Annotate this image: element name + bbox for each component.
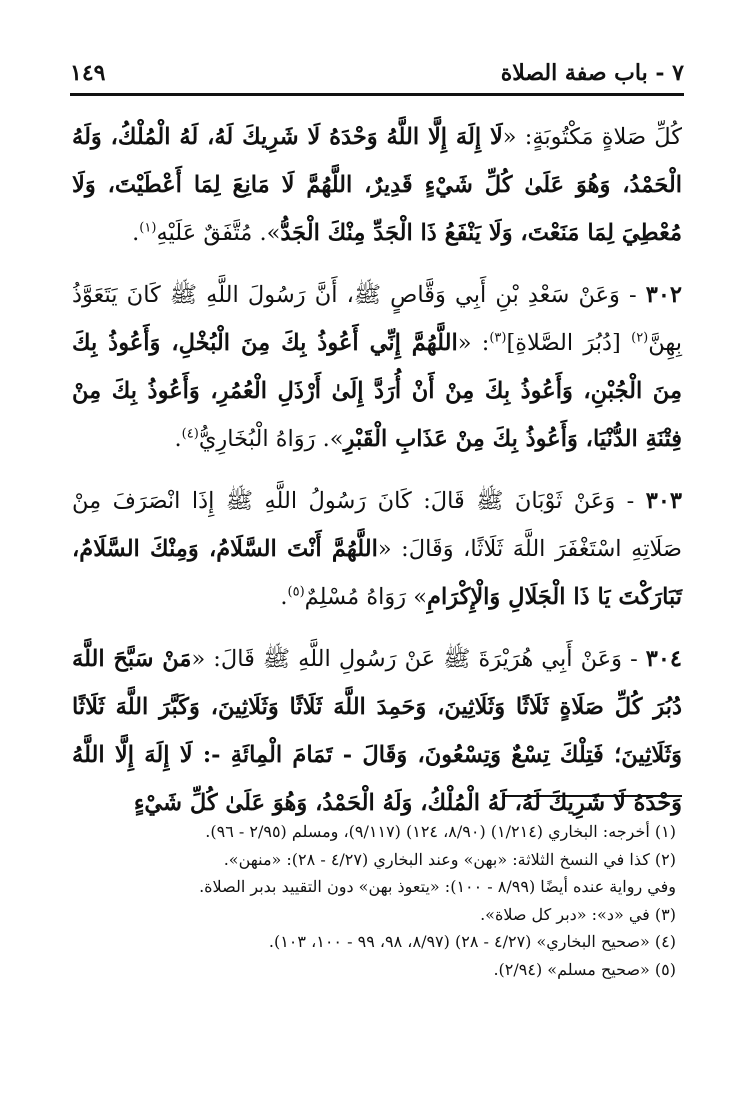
p3-text-1: - وَعَنْ ثَوْبَانَ ﷺ قَالَ: كَانَ رَسُولُ اللَّهِ ﷺ إِذَا انْصَرَفَ مِنْ صَلَاتِهِ اسْتَغْفَرَ اللَّهَ ثَلَاثًا، وَقَالَ: « (72, 488, 682, 562)
p4-hadith-text: مَنْ سَبَّحَ اللَّهَ دُبُرَ كُلِّ صَلَاةٍ ثَلَاثًا وَثَلَاثِينَ، وَحَمِدَ اللَّهَ ثَلَاثًا وَثَلَاثِينَ، وَكَبَّرَ اللَّهَ ثَلَاثًا وَثَلَاثِينَ؛ فَتِلْكَ تِسْعٌ وَتِسْعُونَ، وَقَالَ - تَمَامَ الْمِائَةِ -: لَا إِلَهَ إِلَّا اللَّهُ وَحْدَهُ لَا شَرِيكَ لَهُ، لَهُ الْمُلْكُ، وَلَهُ الْحَمْدُ، وَهُوَ عَلَىٰ كُلِّ شَيْءٍ (72, 646, 682, 816)
chapter-title: ٧ - باب صفة الصلاة (500, 60, 684, 86)
header-rule (70, 93, 684, 96)
p2-text-3: : « (457, 330, 490, 356)
p1-hadith-text: لَا إِلَهَ إِلَّا اللَّهُ وَحْدَهُ لَا شَرِيكَ لَهُ، لَهُ الْمُلْكُ، وَلَهُ الْحَمْدُ، وَهُوَ عَلَىٰ كُلِّ شَيْءٍ قَدِيرٌ، اللَّهُمَّ لَا مَانِعَ لِمَا أَعْطَيْتَ، وَلَا مُعْطِيَ لِمَا مَنَعْتَ، وَلَا يَنْفَعُ ذَا الْجَدِّ مِنْكَ الْجَدُّ (72, 124, 682, 246)
footnote-3: (٣) في «د»: «دبر كل صلاة». (480, 904, 676, 924)
p3-hadith-text: اللَّهُمَّ أَنْتَ السَّلَامُ، وَمِنْكَ السَّلَامُ، تَبَارَكْتَ يَا ذَا الْجَلَالِ وَالْإِكْرَامِ (72, 536, 682, 610)
hadith-number-304: ٣٠٤ (645, 646, 683, 672)
p2-text-4: ». رَوَاهُ الْبُخَارِيُّ (198, 426, 344, 452)
hadith-number-302: ٣٠٢ (645, 282, 682, 308)
main-text (72, 113, 682, 841)
p2-text-2: [دُبُرَ الصَّلاةِ] (506, 330, 632, 356)
page-number: ١٤٩ (70, 60, 106, 86)
p1-text-1: كُلِّ صَلاةٍ مَكْتُوبَةٍ: « (502, 124, 683, 150)
footnote-2-continued: وفي رواية عنده أيضًا (٨/٩٩ - ١٠٠): «يتعوذ بهن» دون التقييد بدبر الصلاة. (199, 877, 676, 896)
paragraph-303: ٣٠٣ - وَعَنْ ثَوْبَانَ ﷺ قَالَ: كَانَ رَسُولُ اللَّهِ ﷺ إِذَا انْصَرَفَ مِنْ صَلَاتِهِ اسْتَغْفَرَ اللَّهَ ثَلَاثًا، وَقَالَ: «اللَّهُمَّ أَنْتَ السَّلَامُ، وَمِنْكَ السَّلَامُ، تَبَارَكْتَ يَا ذَا الْجَلَالِ وَالْإِكْرَامِ» رَوَاهُ مُسْلِمٌ$^{(٥)}$. (72, 488, 682, 610)
footnote-ref-1: (١) (139, 220, 157, 236)
paragraph-301-continued: كُلِّ صَلاةٍ مَكْتُوبَةٍ: «لَا إِلَهَ إِلَّا اللَّهُ وَحْدَهُ لَا شَرِيكَ لَهُ، لَهُ الْمُلْكُ، وَلَهُ الْحَمْدُ، وَهُوَ عَلَىٰ كُلِّ شَيْءٍ قَدِيرٌ، اللَّهُمَّ لَا مَانِعَ لِمَا أَعْطَيْتَ، وَلَا مُعْطِيَ لِمَا مَنَعْتَ، وَلَا يَنْفَعُ ذَا الْجَدِّ مِنْكَ الْجَدُّ». مُتَّفَقٌ عَلَيْهِ$^{(١)}$. (72, 124, 683, 246)
p1-text-2: ». مُتَّفَقٌ عَلَيْهِ (156, 220, 281, 246)
page-header (70, 55, 684, 91)
footnote-separator (502, 795, 682, 797)
hadith-number-303: ٣٠٣ (645, 488, 682, 514)
paragraph-302: ٣٠٢ - وَعَنْ سَعْدِ بْنِ أَبِي وَقَّاصٍ ﷺ، أَنَّ رَسُولَ اللَّهِ ﷺ كَانَ يَتَعَوَّذُ بِهِنَّ$^{(٢)}$ [دُبُرَ الصَّلاةِ]$^{(٣)}$: «اللَّهُمَّ إِنِّي أَعُوذُ بِكَ مِنَ الْبُخْلِ، وَأَعُوذُ بِكَ مِنَ الْجُبْنِ، وَأَعُوذُ بِكَ مِنْ أَنْ أُرَدَّ إِلَىٰ أَرْذَلِ الْعُمُرِ، وَأَعُوذُ بِكَ مِنْ فِتْنَةِ الدُّنْيَا، وَأَعُوذُ بِكَ مِنْ عَذَابِ الْقَبْرِ». رَوَاهُ الْبُخَارِيُّ$^{(٤)}$. (72, 282, 683, 452)
footnotes (72, 818, 676, 983)
p2-text-1: - وَعَنْ سَعْدِ بْنِ أَبِي وَقَّاصٍ ﷺ، أَنَّ رَسُولَ اللَّهِ ﷺ كَانَ يَتَعَوَّذُ بِهِنَّ (72, 282, 683, 356)
footnote-ref-2: (٢) (631, 330, 649, 346)
p2-hadith-text: اللَّهُمَّ إِنِّي أَعُوذُ بِكَ مِنَ الْبُخْلِ، وَأَعُوذُ بِكَ مِنَ الْجُبْنِ، وَأَعُوذُ بِكَ مِنْ أَنْ أُرَدَّ إِلَىٰ أَرْذَلِ الْعُمُرِ، وَأَعُوذُ بِكَ مِنْ فِتْنَةِ الدُّنْيَا، وَأَعُوذُ بِكَ مِنْ عَذَابِ الْقَبْرِ (72, 330, 682, 452)
footnote-5: (٥) «صحيح مسلم» (٢/٩٤). (493, 959, 676, 979)
footnote-ref-4: (٤) (181, 426, 199, 442)
footnote-2: (٢) كذا في النسخ الثلاثة: «بهن» وعند البخاري (٤/٢٧ - ٢٨): «منهن». (223, 849, 676, 869)
footnote-4: (٤) «صحيح البخاري» (٤/٢٧ - ٢٨) (٨/٩٧، ٩٨، ٩٩ - ١٠٠، ١٠٣). (268, 932, 676, 951)
footnote-ref-3: (٣) (489, 330, 507, 346)
footnote-ref-5: (٥) (287, 584, 305, 600)
footnote-1: (١) أخرجه: البخاري (١/٢١٤) (٨/٩٠، ١٢٤) (٩/١١٧)، ومسلم (٢/٩٥ - ٩٦). (205, 822, 676, 841)
p4-text-1: - وَعَنْ أَبِي هُرَيْرَةَ ﷺ عَنْ رَسُولِ اللَّهِ ﷺ قَالَ: « (191, 646, 646, 672)
p3-text-2: » رَوَاهُ مُسْلِمٌ (304, 584, 428, 610)
paragraph-304 (72, 635, 682, 827)
